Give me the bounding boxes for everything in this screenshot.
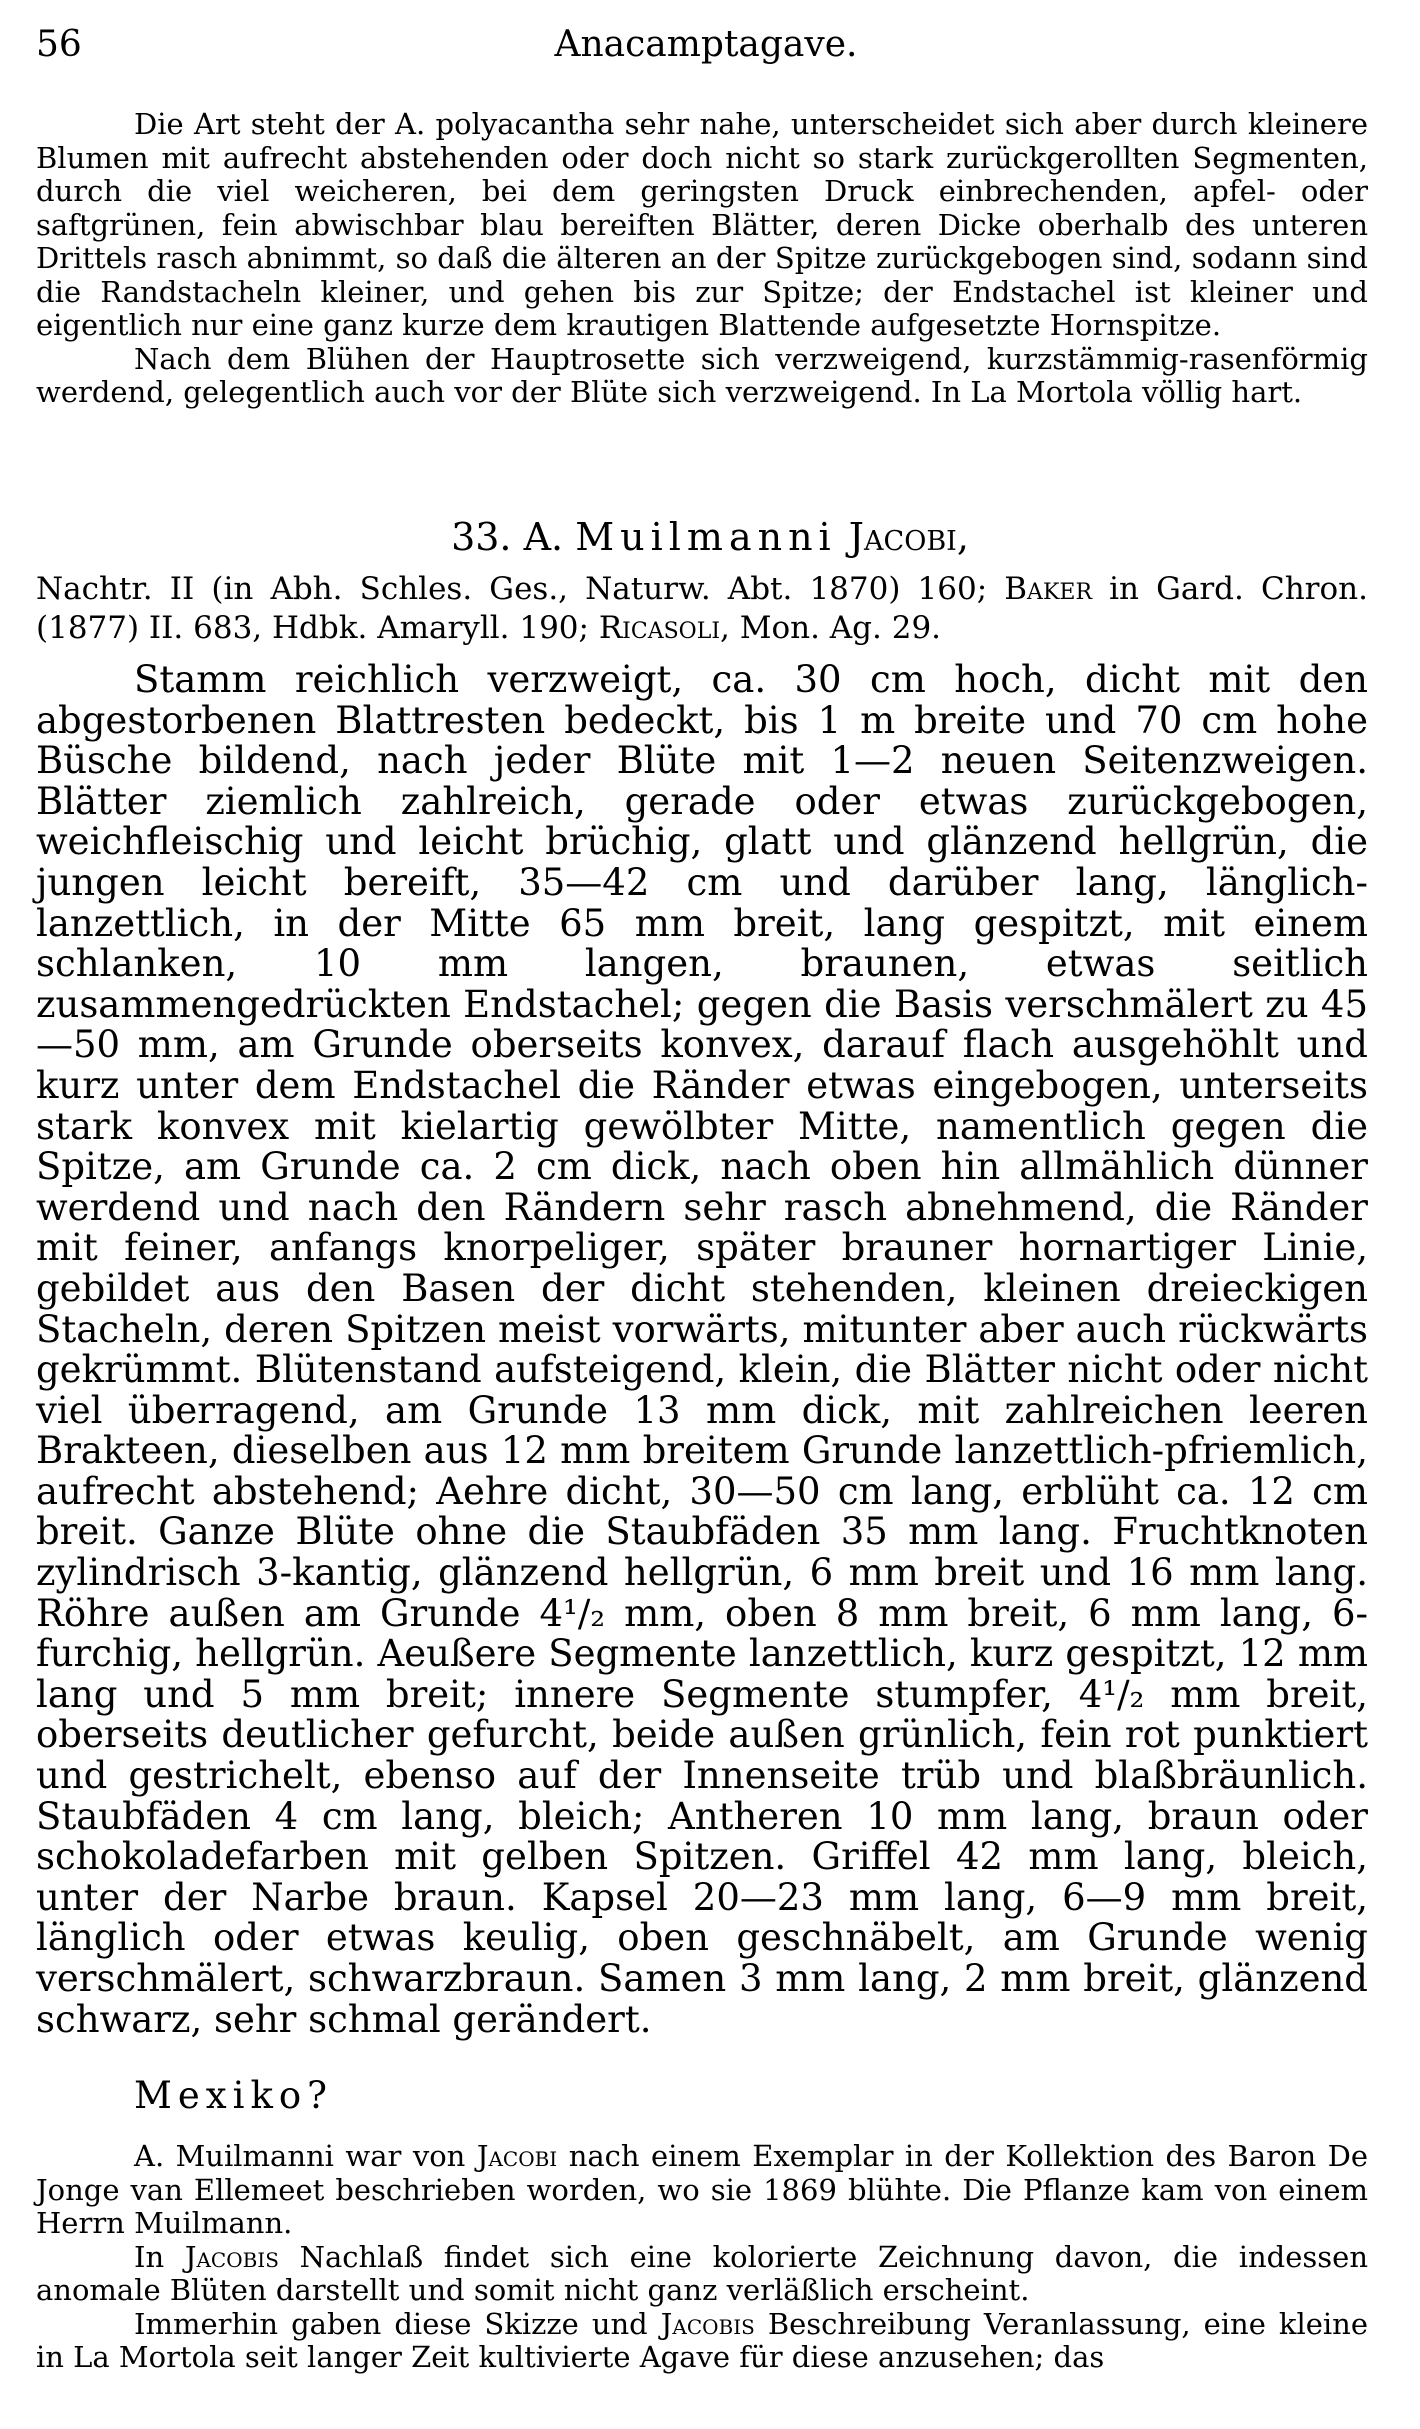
notes-section	[36, 2140, 1368, 2375]
note-3-author: Jacobis	[660, 2306, 755, 2341]
reference-text-2: in Gard. Chron. (1877) II. 683, Hdbk. Amaryll. 190;	[36, 571, 1368, 646]
species-name: Muilmanni	[575, 515, 837, 559]
fraction-1: 4¹/₂	[539, 1591, 606, 1635]
note-1-text-b: nach einem Exemplar in der Kollektion des Baron De Jonge van Ellemeet beschrieben worden, wo sie 1869 blühte. Die Pflanze kam von einem Herrn Muilmann.	[36, 2139, 1369, 2240]
description-text-b: mm, oben 8 mm breit, 6 mm lang, 6-furchig, hellgrün. Aeußere Segmente lanzettlich, kurz gespitzt, 12 mm lang und 5 mm breit; innere Segmente stumpfer,	[36, 1591, 1369, 1716]
note-paragraph-3	[36, 2308, 1368, 2375]
note-1-text-a: A. Muilmanni war von	[134, 2139, 466, 2173]
page-header	[36, 24, 1376, 70]
fraction-2: 4¹/₂	[1078, 1672, 1145, 1716]
reference-author-ricasoli: Ricasoli,	[598, 610, 730, 646]
note-paragraph-2	[36, 2241, 1368, 2308]
description-text-a: Stamm reichlich verzweigt, ca. 30 cm hoch, dicht mit den abgestorbenen Blattresten bedeckt, bis 1 m breite und 70 cm hohe Büsche bildend, nach jeder Blüte mit 1—2 neuen Seitenzweigen. Blätter ziemlich zahlreich, gerade oder etwas zurückgebogen, weichfleischig und leicht brüchig, glatt und glänzend hellgrün, die jungen leicht bereift, 35—42 cm und darüber lang, länglich-lanzettlich, in der Mitte 65 mm breit, lang gespitzt, mit einem schlanken, 10 mm langen, braunen, etwas seitlich zusammengedrückten Endstachel; gegen die Basis verschmälert zu 45—50 mm, am Grunde oberseits konvex, darauf flach ausgehöhlt und kurz unter dem Endstachel die Ränder etwas eingebogen, unterseits stark konvex mit kielartig gewölbter Mitte, namentlich gegen die Spitze, am Grunde ca. 2 cm dick, nach oben hin allmählich dünner werdend und nach den Rändern sehr rasch abnehmend, die Ränder mit feiner, anfangs knorpeliger, später brauner hornartiger Linie, gebildet aus den Basen der dicht stehenden, kleinen dreieckigen Stacheln, deren Spitzen meist vorwärts, mitunter aber auch rückwärts gekrümmt. Blütenstand aufsteigend, klein, die Blätter nicht oder nicht viel überragend, am Grunde 13 mm dick, mit zahlreichen leeren Brakteen, dieselben aus 12 mm breitem Grunde lanzettlich-pfriemlich, aufrecht abstehend; Aehre dicht, 30—50 cm lang, erblüht ca. 12 cm breit. Ganze Blüte ohne die Staubfäden 35 mm lang. Fruchtknoten zylindrisch 3-kantig, glänzend hellgrün, 6 mm breit und 16 mm lang. Röhre außen am Grunde	[36, 658, 1368, 1635]
note-2-text-a: In	[134, 2239, 165, 2274]
running-title: Anacamptagave.	[554, 24, 858, 65]
intro-paragraph-1: Die Art steht der A. polyacantha sehr nahe, unterscheidet sich aber durch kleinere Blumen mit aufrecht abstehenden oder doch nicht so stark zurückgerollten Segmenten, durch die viel weicheren, bei dem geringsten Druck einbrechenden, apfel- oder saftgrünen, fein abwischbar blau bereiften Blätter, deren Dicke oberhalb des unteren Drittels rasch abnimmt, so daß die älteren an der Spitze zurückgebogen sind, sodann sind die Randstacheln kleiner, und gehen bis zur Spitze; der Endstachel ist kleiner und eigentlich nur eine ganz kurze dem krautigen Blattende aufgesetzte Hornspitze.	[36, 107, 1368, 342]
species-author: Jacobi,	[848, 515, 969, 559]
reference-author-baker: Baker	[1004, 571, 1093, 607]
species-description	[36, 660, 1368, 2040]
reference-text-1: Nachtr. II (in Abh. Schles. Ges., Naturw. Abt. 1870) 160;	[36, 571, 988, 607]
note-3-text-b: Beschreibung Veranlassung, eine kleine in La Mortola seit langer Zeit kultivierte Agave für diese anzusehen; das	[36, 2306, 1369, 2374]
habitat-label: Mexiko?	[134, 2074, 334, 2117]
note-1-author: Jacobi	[476, 2139, 558, 2173]
intro-paragraph-2: Nach dem Blühen der Hauptrosette sich verzweigend, kurzstämmig-rasenförmig werdend, gelegentlich auch vor der Blüte sich verzweigend. In La Mortola völlig hart.	[36, 341, 1368, 409]
note-2-author: Jacobis	[184, 2239, 279, 2274]
species-references	[36, 570, 1368, 648]
note-2-text-b: Nachlaß findet sich eine kolorierte Zeichnung davon, die indessen anomale Blüten darstellt und somit nicht ganz verläßlich erscheint.	[36, 2239, 1369, 2307]
species-number: 33. A.	[451, 515, 564, 559]
note-paragraph-1	[36, 2140, 1368, 2241]
page-number: 56	[36, 24, 82, 65]
note-3-text-a: Immerhin gaben diese Skizze und	[134, 2306, 648, 2341]
intro-section	[36, 108, 1368, 410]
species-heading	[0, 515, 1420, 559]
description-text-c: mm breit, oberseits deutlicher gefurcht, beide außen grünlich, fein rot punktiert und gestrichelt, ebenso auf der Innenseite trüb und blaßbräunlich. Staubfäden 4 cm lang, bleich; Antheren 10 mm lang, braun oder schokoladefarben mit gelben Spitzen. Griffel 42 mm lang, bleich, unter der Narbe braun. Kapsel 20—23 mm lang, 6—9 mm breit, länglich oder etwas keulig, oben geschnäbelt, am Grunde wenig verschmälert, schwarzbraun. Samen 3 mm lang, 2 mm breit, glänzend schwarz, sehr schmal gerändert.	[36, 1672, 1369, 2041]
description-paragraph	[36, 660, 1368, 2040]
reference-text-3: Mon. Ag. 29.	[739, 610, 942, 646]
